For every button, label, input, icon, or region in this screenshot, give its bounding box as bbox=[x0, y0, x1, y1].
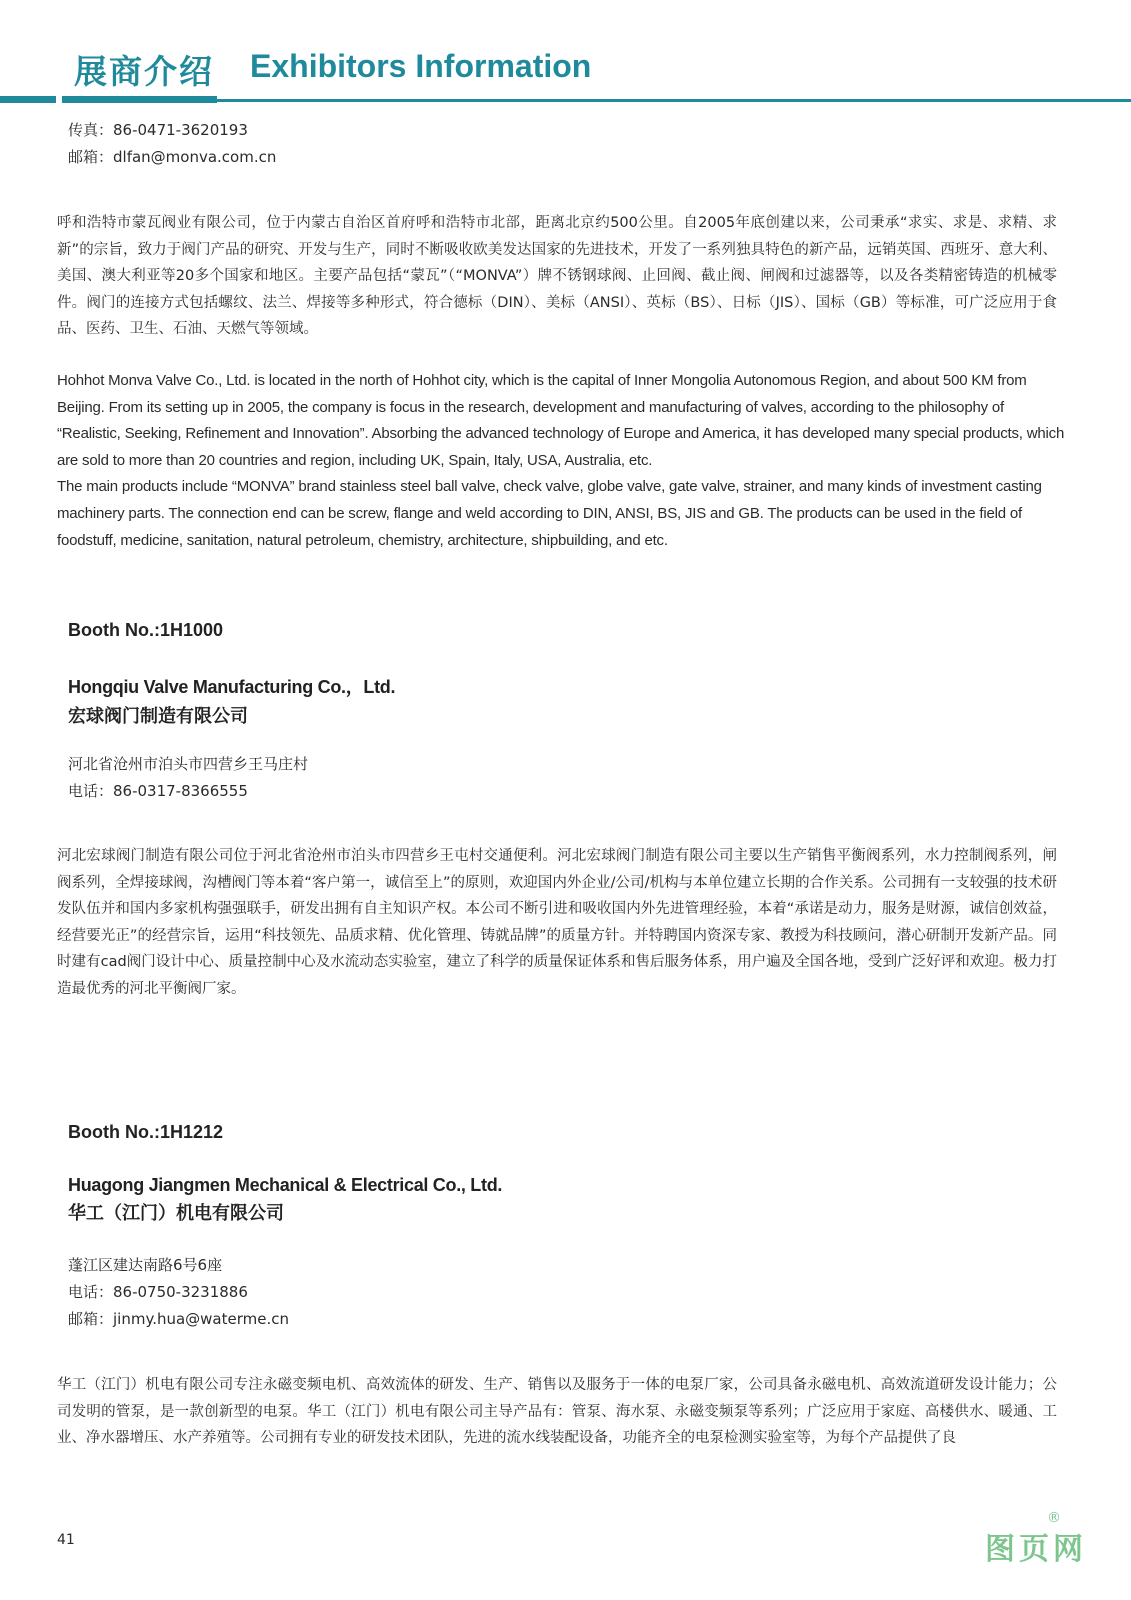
huagong-contact bbox=[68, 1252, 289, 1333]
header-rule-left bbox=[0, 96, 56, 103]
huagong-name-en: Huagong Jiangmen Mechanical & Electrical Co., Ltd. bbox=[68, 1175, 503, 1195]
monva-contact bbox=[68, 117, 276, 171]
hongqiu-address: 河北省沧州市泊头市四营乡王马庄村 bbox=[68, 755, 309, 773]
hongqiu-phone: 电话：86-0317-8366555 bbox=[68, 782, 248, 800]
huagong-address: 蓬江区建达南路6号6座 bbox=[68, 1256, 223, 1274]
huagong-name-cn: 华工（江门）机电有限公司 bbox=[68, 1203, 284, 1224]
booth-number-1h1212: Booth No.:1H1212 bbox=[68, 1122, 224, 1142]
section-title-en: Exhibitors Information bbox=[250, 48, 592, 84]
huagong-company-name bbox=[68, 1175, 502, 1225]
header-rule-line bbox=[217, 99, 1131, 102]
hongqiu-desc-cn-text: 河北宏球阀门制造有限公司位于河北省沧州市泊头市四营乡王屯村交通便利。河北宏球阀门制造有限公司主要以生产销售平衡阀系列，水力控制阀系列，闸阀系列，全焊接球阀，沟槽阀门等本着“客户第一，诚信至上”的原则，欢迎国内外企业/公司/机构与本单位建立长期的合作关系。公司拥有一支较强的技术研发队伍并和国内多家机构强强联手，研发出拥有自主知识产权。本公司不断引进和吸收国内外先进管理经验，本着“承诺是动力，服务是财源，诚信创效益，经营要光正”的经营宗旨，运用“科技领先、品质求精、优化管理、铸就品牌”的质量方针。并特聘国内资深专家、教授为科技顾问，潜心研制开发新产品。同时建有cad阀门设计中心、质量控制中心及水流动态实验室，建立了科学的质量保证体系和售后服务体系，用户遍及全国各地，受到广泛好评和欢迎。极力打造最优秀的河北平衡阀厂家。 bbox=[57, 848, 1057, 997]
monva-desc-en-para-1: Hohhot Monva Valve Co., Ltd. is located in the north of Hohhot city, which is the capital of Inner Mongolia Autonomous Region, and about 500 KM from Beijing. From its setting up in 2005, the company is focus in the research, development and manufacturing of valves, according to the philosophy of “Realistic, Seeking, Refinement and Innovation”. Absorbing the advanced technology of Europe and America, it has developed many special products, which are sold to more than 20 countries and region, including UK, Spain, Italy, USA, Australia, etc. bbox=[57, 372, 1065, 469]
monva-desc-en-para-2: The main products include “MONVA” brand stainless steel ball valve, check valve, globe valve, gate valve, strainer, and many kinds of investment casting machinery parts. The connection end can be screw, flange and weld according to DIN, ANSI, BS, JIS and GB. The products can be used in the field of foodstuff, medicine, sanitation, natural petroleum, chemistry, architecture, shipbuilding, and etc. bbox=[57, 478, 1042, 549]
monva-fax: 传真：86-0471-3620193 bbox=[68, 121, 248, 139]
header-rule-accent bbox=[62, 96, 217, 103]
hongqiu-company-name bbox=[68, 673, 395, 728]
section-title-cn: 展商介绍 bbox=[74, 52, 214, 91]
monva-desc-cn-text: 呼和浩特市蒙瓦阀业有限公司，位于内蒙古自治区首府呼和浩特市北部，距离北京约500公里。自2005年底创建以来，公司秉承“求实、求是、求精、求新”的宗旨，致力于阀门产品的研究、开发与生产，同时不断吸收欧美发达国家的先进技术，开发了一系列独具特色的新产品，远销英国、西班牙、意大利、美国、澳大利亚等20多个国家和地区。主要产品包括“蒙瓦”（“MONVA”）牌不锈钢球阀、止回阀、截止阀、闸阀和过滤器等，以及各类精密铸造的机械零件。阀门的连接方式包括螺纹、法兰、焊接等多种形式，符合德标（DIN）、美标（ANSI）、英标（BS）、日标（JIS）、国标（GB）等标准，可广泛应用于食品、医药、卫生、石油、天燃气等领域。 bbox=[57, 215, 1057, 337]
page-header bbox=[0, 0, 1131, 110]
watermark-logo bbox=[985, 1510, 1105, 1580]
hongqiu-description-cn bbox=[57, 843, 1057, 1002]
hongqiu-name-en: Hongqiu Valve Manufacturing Co.，Ltd. bbox=[68, 677, 396, 697]
hongqiu-contact bbox=[68, 751, 308, 805]
huagong-phone: 电话：86-0750-3231886 bbox=[68, 1283, 248, 1301]
huagong-desc-cn-text: 华工（江门）机电有限公司专注永磁变频电机、高效流体的研发、生产、销售以及服务于一体的电泵厂家，公司具备永磁电机、高效流道研发设计能力；公司发明的管泵，是一款创新型的电泵。华工（江门）机电有限公司主导产品有：管泵、海水泵、永磁变频泵等系列；广泛应用于家庭、高楼供水、暖通、工业、净水器增压、水产养殖等。公司拥有专业的研发技术团队，先进的流水线装配设备，功能齐全的电泵检测实验室等，为每个产品提供了良 bbox=[57, 1377, 1057, 1446]
monva-email: 邮箱：dlfan@monva.com.cn bbox=[68, 148, 277, 166]
hongqiu-name-cn: 宏球阀门制造有限公司 bbox=[68, 706, 248, 727]
watermark-text: 图页网 bbox=[985, 1532, 1087, 1567]
monva-description-cn bbox=[57, 210, 1057, 343]
booth-number-1h1000: Booth No.:1H1000 bbox=[68, 620, 224, 640]
huagong-email: 邮箱：jinmy.hua@waterme.cn bbox=[68, 1310, 290, 1328]
registered-mark: ® bbox=[1047, 1510, 1061, 1526]
monva-description-en bbox=[57, 368, 1067, 554]
page-number: 41 bbox=[57, 1532, 75, 1548]
huagong-description-cn bbox=[57, 1372, 1057, 1452]
